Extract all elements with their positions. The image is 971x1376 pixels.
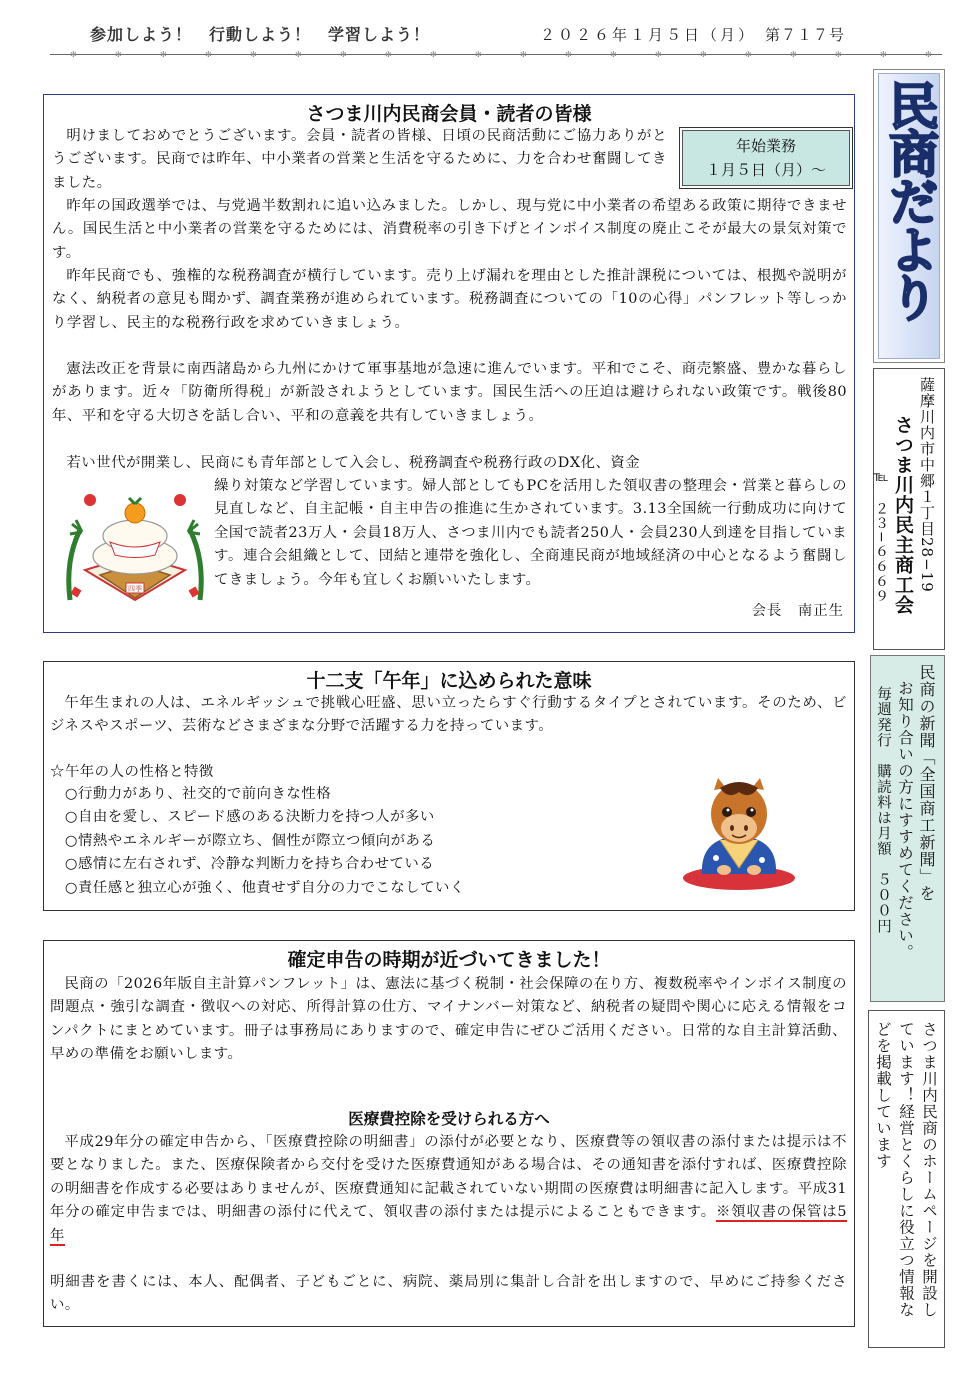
header-date: ２０２６年１月５日（月） [540,26,757,44]
receipt-note: ※領収書の保管は5年 [50,1204,847,1244]
homepage-ad-line-3: どを掲載しています [874,1021,892,1170]
trait-item: ○情熱やエネルギーが際立ち、個性が際立つ傾向がある [50,832,436,849]
greeting-paragraph-3: 昨年民商でも、強権的な税務調査が横行しています。売り上げ漏れを理由とした推計課税については、根拠や説明がなく、納税者の意見も聞かず、調査業務が進められています。税務調査についての「10の心得」パンフレット等しっかり学習し、民主的な税務行政を求めていきましょう。 [52,268,847,331]
kagami-mochi-icon [60,480,210,608]
kagami-mochi-label: 四季 [128,585,142,593]
trait-item: ○自由を愛し、スピード感のある決断力を持つ人が多い [50,809,435,826]
newspaper-ad-line-3: 毎週発行 購読料は月額 ５００円 [875,686,891,934]
tax-paragraph-2 [50,1131,847,1248]
newspaper-ad [870,655,945,1002]
homepage-ad-line-2: ています！経営とくらしに役立つ情報な [897,1021,915,1318]
trait-item: ○行動力があり、社交的で前向きな性格 [50,786,332,802]
header-issue: 第７１７号 [765,26,846,44]
org-tel: ℡ ２３−６６６９ [873,469,889,604]
tax-section [43,940,855,1327]
tax-paragraph-1: 民商の「2026年版自主計算パンフレット」は、憲法に基づく税制・社会保障の在り方、複数税率やインボイス制度の問題点・強引な調査・徴収への対応、所得計算の仕方、マイナンバー対策など、納税者の疑問や関心に応える情報をコンパクトにまとめています。冊子は事務局にありますので、確定申告にぜひご活用ください。日常的な自主計算活動、早めの準備をお願いします。 [50,976,847,1063]
horse-icon [680,778,798,892]
new-year-notice [679,127,853,189]
newspaper-ad-line-2: お知り合いの方にすすめてください。 [896,680,914,961]
address-box [873,368,945,650]
address-line: 薩摩川内市中郷１丁目28−19 [918,377,936,593]
tax-paragraph-3: 明細書を書くには、本人、配偶者、子どもごとに、病院、薬局別に集計し合計を出しますので、早めにご持参ください。 [50,1274,847,1314]
tax-subtitle: 医療費控除を受けられる方へ [348,1109,550,1128]
homepage-ad [868,1010,945,1348]
header-slogan: 参加しよう！ 行動しよう！ 学習しよう！ [90,25,431,44]
zodiac-section [43,661,855,911]
greeting-paragraph-5b: 繰り対策など学習しています。婦人部としてもPCを活用した領収書の整理会・営業と暮らしの見直しなど、自主記帳・自主申告の推進に生かされています。3.13全国統一行動成功に向けて全国で読者23万人・会員18万人、さつま川内でも読者250人・会員230人到達を目指しています。連合会組織として、団結と連帯を強化し、全商連民商が地域経済の中心となるよう奮闘してきましょう。今年も宜しくお願いいたします。 [214,478,847,588]
greeting-section [43,94,855,633]
greeting-paragraph-2: 昨年の国政選挙では、与党過半数割れに追い込みました。しかし、現与党に中小業者の希望ある政策に期待できません。国民生活と中小業者の営業を守るためには、消費税率の引き下げとインボイス制度の廃止こそが最大の景気対策です。 [52,198,847,261]
zodiac-title: 十二支「午年」に込められた意味 [306,670,592,692]
greeting-signature: 会長 南正生 [751,603,844,619]
header-rule [50,54,942,55]
notice-line-2: １月５日（月）〜 [705,161,826,179]
notice-line-1: 年始業務 [735,137,796,155]
masthead [873,69,945,363]
masthead-title: 民商だより [881,80,939,320]
trait-item: ○感情に左右されず、冷静な判断力を持ち合わせている [50,856,435,873]
zodiac-heading: ☆午年の人の性格と特徴 [50,764,214,780]
greeting-paragraph-5a: 若い世代が開業し、民商にも青年部として入会し、税務調査や税務行政のDX化、資金 [66,455,641,471]
greeting-paragraph-1: 明けましておめでとうございます。会員・読者の皆様、日頃の民商活動にご協力ありがとうございます。民商では昨年、中小業者の営業と生活を守るために、力を合わせ奮闘してきました。 [52,128,667,191]
tax-title: 確定申告の時期が近づいてきました！ [287,949,611,971]
zodiac-traits [50,783,670,900]
trait-item: ○責任感と独立心が強く、他責せず自分の力でこなしていく [50,879,465,896]
greeting-paragraph-4: 憲法改正を背景に南西諸島から九州にかけて軍事基地が急速に進んでいます。平和でこそ、商売繁盛、豊かな暮らしがあります。近々「防衛所得税」が新設されようとしています。国民生活への圧迫は避けられない政策です。戦後80年、平和を守る大切さを話し合い、平和の意義を共有していきましょう。 [52,361,848,424]
homepage-ad-line-1: さつま川内民商のホームページを開設し [920,1021,938,1318]
greeting-title: さつま川内民商会員・読者の皆様 [306,103,592,125]
newspaper-ad-line-1: 民商の新聞「全国商工新聞」を [917,664,936,902]
tax-paragraph-2-text: 平成29年分の確定申告から、「医療費控除の明細書」の添付が必要となり、医療費等の領収書の添付または提示は不要となりました。また、医療保険者から交付を受けた医療費通知がある場合は、その通知書を添付すれば、医療費控除の明細書を作成する必要はありませんが、医療費通知に記載されていない期間の医療費は明細書に記入します。平成31年分の確定申告までは、明細書の添付に代えて、領収書の添付または提示によることもできます。 [50,1134,847,1221]
org-name: さつま川内民主商工会 [892,415,914,615]
zodiac-paragraph: 午年生まれの人は、エネルギッシュで挑戦心旺盛、思い立ったらすぐ行動するタイプとされています。そのため、ビジネスやスポーツ、芸術などさまざまな分野で活躍する力を持っています。 [50,695,847,735]
